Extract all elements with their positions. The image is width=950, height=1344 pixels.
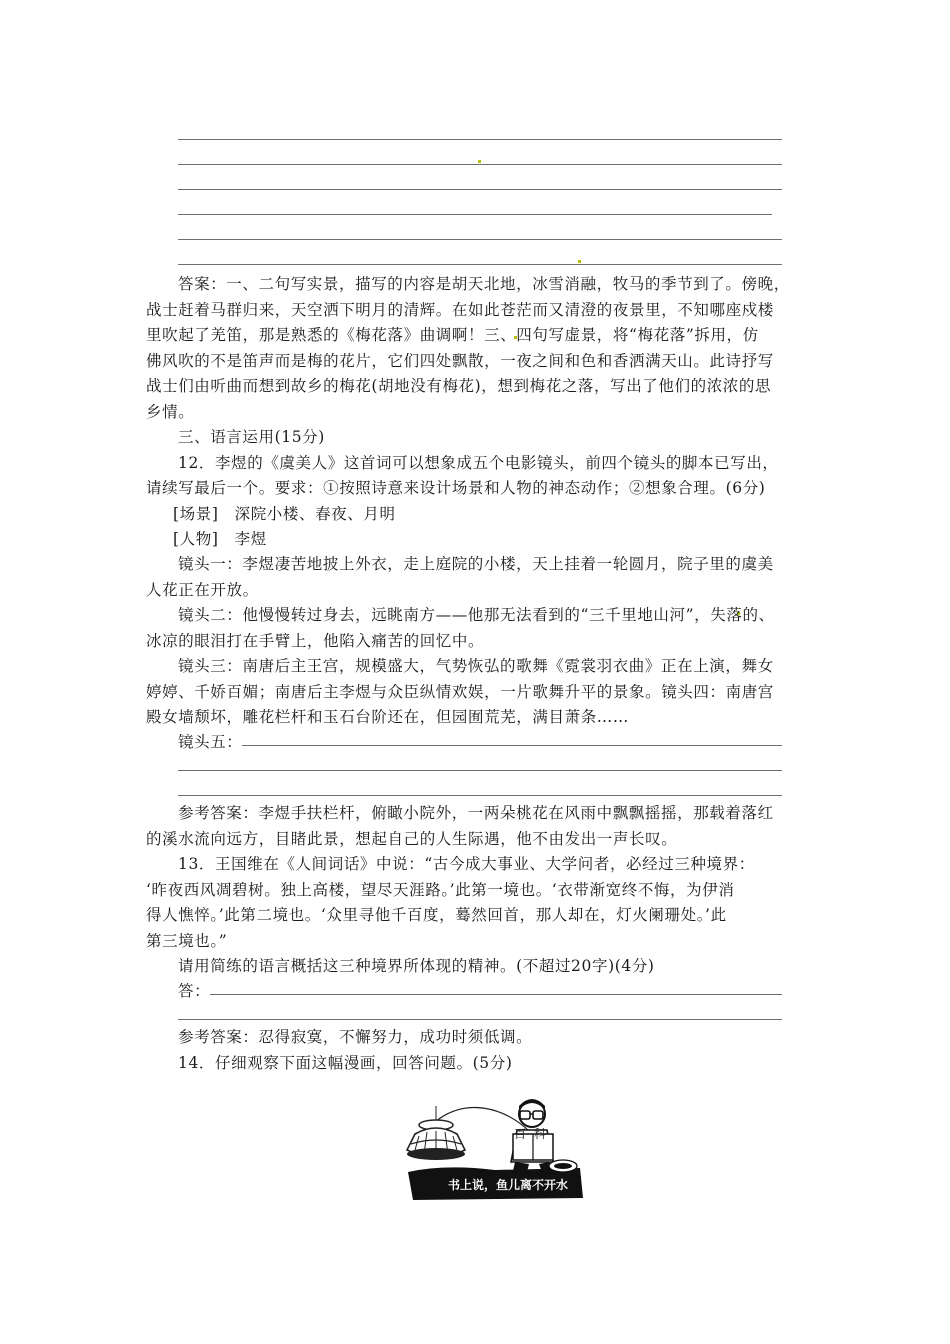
q12-shot2: 镜头二：他慢慢转过身去，远眺南方——他那无法看到的“三千里地山河”，失落的、	[178, 606, 775, 624]
q13-answer-label: 答：	[178, 982, 211, 1000]
q14-line: 14．仔细观察下面这幅漫画，回答问题。(5分)	[178, 1054, 513, 1072]
q12-reference-answer: 的溪水流向远方，目睹此景，想起自己的人生际遇，他不由发出一声长叹。	[146, 830, 678, 848]
shot5-answer-blank[interactable]	[178, 770, 782, 771]
q12-person: [人物] 李煜	[173, 530, 267, 548]
scan-speck	[578, 260, 581, 263]
cartoon-book-text: 百 科	[514, 1127, 548, 1141]
q12-reference-answer: 参考答案：李煜手扶栏杆，俯瞰小院外，一两朵桃花在风雨中飘飘摇摇，那载着落红	[178, 804, 774, 822]
q13-prompt: 请用简练的语言概括这三种境界所体现的精神。(不超过20字)(4分)	[178, 957, 655, 975]
q13-line: 13．王国维在《人间词话》中说：“古今成大事业、大学问者，必经过三种境界：	[178, 855, 755, 873]
q12-shot3: 镜头三：南唐后主王宫，规模盛大，气势恢弘的歌舞《霓裳羽衣曲》正在上演，舞女	[178, 657, 774, 675]
scan-speck	[478, 160, 481, 163]
q12-line: 12．李煜的《虞美人》这首词可以想象成五个电影镜头，前四个镜头的脚本已写出，	[178, 454, 779, 472]
answer-line: 佛风吹的不是笛声而是梅的花片，它们四处飘散，一夜之间和色和香洒满天山。此诗抒写	[146, 352, 774, 370]
q12-shot5-label: 镜头五：	[178, 733, 243, 751]
q13-reference-answer: 参考答案：忍得寂寞，不懈努力，成功时须低调。	[178, 1028, 533, 1046]
answer-rule-4	[178, 214, 772, 215]
answer-line: 战士赶着马群归来，天空洒下明月的清辉。在如此苍茫而又清澄的夜景里，不知哪座戍楼	[146, 301, 774, 319]
q12-shot2: 冰凉的眼泪打在手臂上，他陷入痛苦的回忆中。	[146, 632, 485, 650]
section-title: 三、语言运用(15分)	[178, 428, 325, 446]
q12-shot1: 人花正在开放。	[146, 581, 259, 599]
q12-scene: [场景] 深院小楼、春夜、月明	[173, 505, 396, 523]
q13-answer-blank[interactable]	[178, 1019, 782, 1020]
answer-rule-5	[178, 239, 782, 240]
q13-line: 第三境也。”	[146, 932, 228, 950]
shot5-answer-blank[interactable]	[178, 795, 782, 796]
cartoon-caption: 书上说，鱼儿离不开水	[447, 1178, 568, 1192]
answer-line: 乡情。	[146, 403, 195, 421]
answer-rule-1	[178, 139, 782, 140]
answer-rule-6	[178, 264, 782, 265]
q12-shot3: 殿女墙颓坏，雕花栏杆和玉石台阶还在，但园囿荒芜，满目萧条……	[146, 708, 630, 726]
answer-rule-2	[178, 164, 782, 165]
q13-line: 得人憔悴。’此第二境也。‘众里寻他千百度，蓦然回首，那人却在，灯火阑珊处。’此	[146, 906, 727, 924]
answer-line: 答案：一、二句写实景，描写的内容是胡天北地，冰雪消融，牧马的季节到了。傍晚，	[178, 275, 790, 293]
q13-line: ‘昨夜西风凋碧树。独上高楼，望尽天涯路。’此第一境也。‘衣带渐宽终不悔，为伊消	[146, 881, 735, 899]
answer-line: 战士们由听曲而想到故乡的梅花(胡地没有梅花)，想到梅花之落，写出了他们的浓浓的思	[146, 377, 772, 395]
q12-shot1: 镜头一：李煜凄苦地披上外衣，走上庭院的小楼，天上挂着一轮圆月，院子里的虞美	[178, 555, 774, 573]
q12-line: 请续写最后一个。要求：①按照诗意来设计场景和人物的神态动作；②想象合理。(6分)	[146, 479, 766, 497]
answer-line: 里吹起了羌笛，那是熟悉的《梅花落》曲调啊！三、四句写虚景，将“梅花落”拆用，仿	[146, 326, 759, 344]
shot5-answer-blank[interactable]	[242, 745, 782, 746]
q12-shot3: 婷婷、千娇百媚；南唐后主李煜与众臣纵情欢娱，一片歌舞升平的景象。镜头四：南唐宫	[146, 683, 774, 701]
answer-rule-3	[178, 189, 782, 190]
q13-answer-blank[interactable]	[210, 994, 782, 995]
